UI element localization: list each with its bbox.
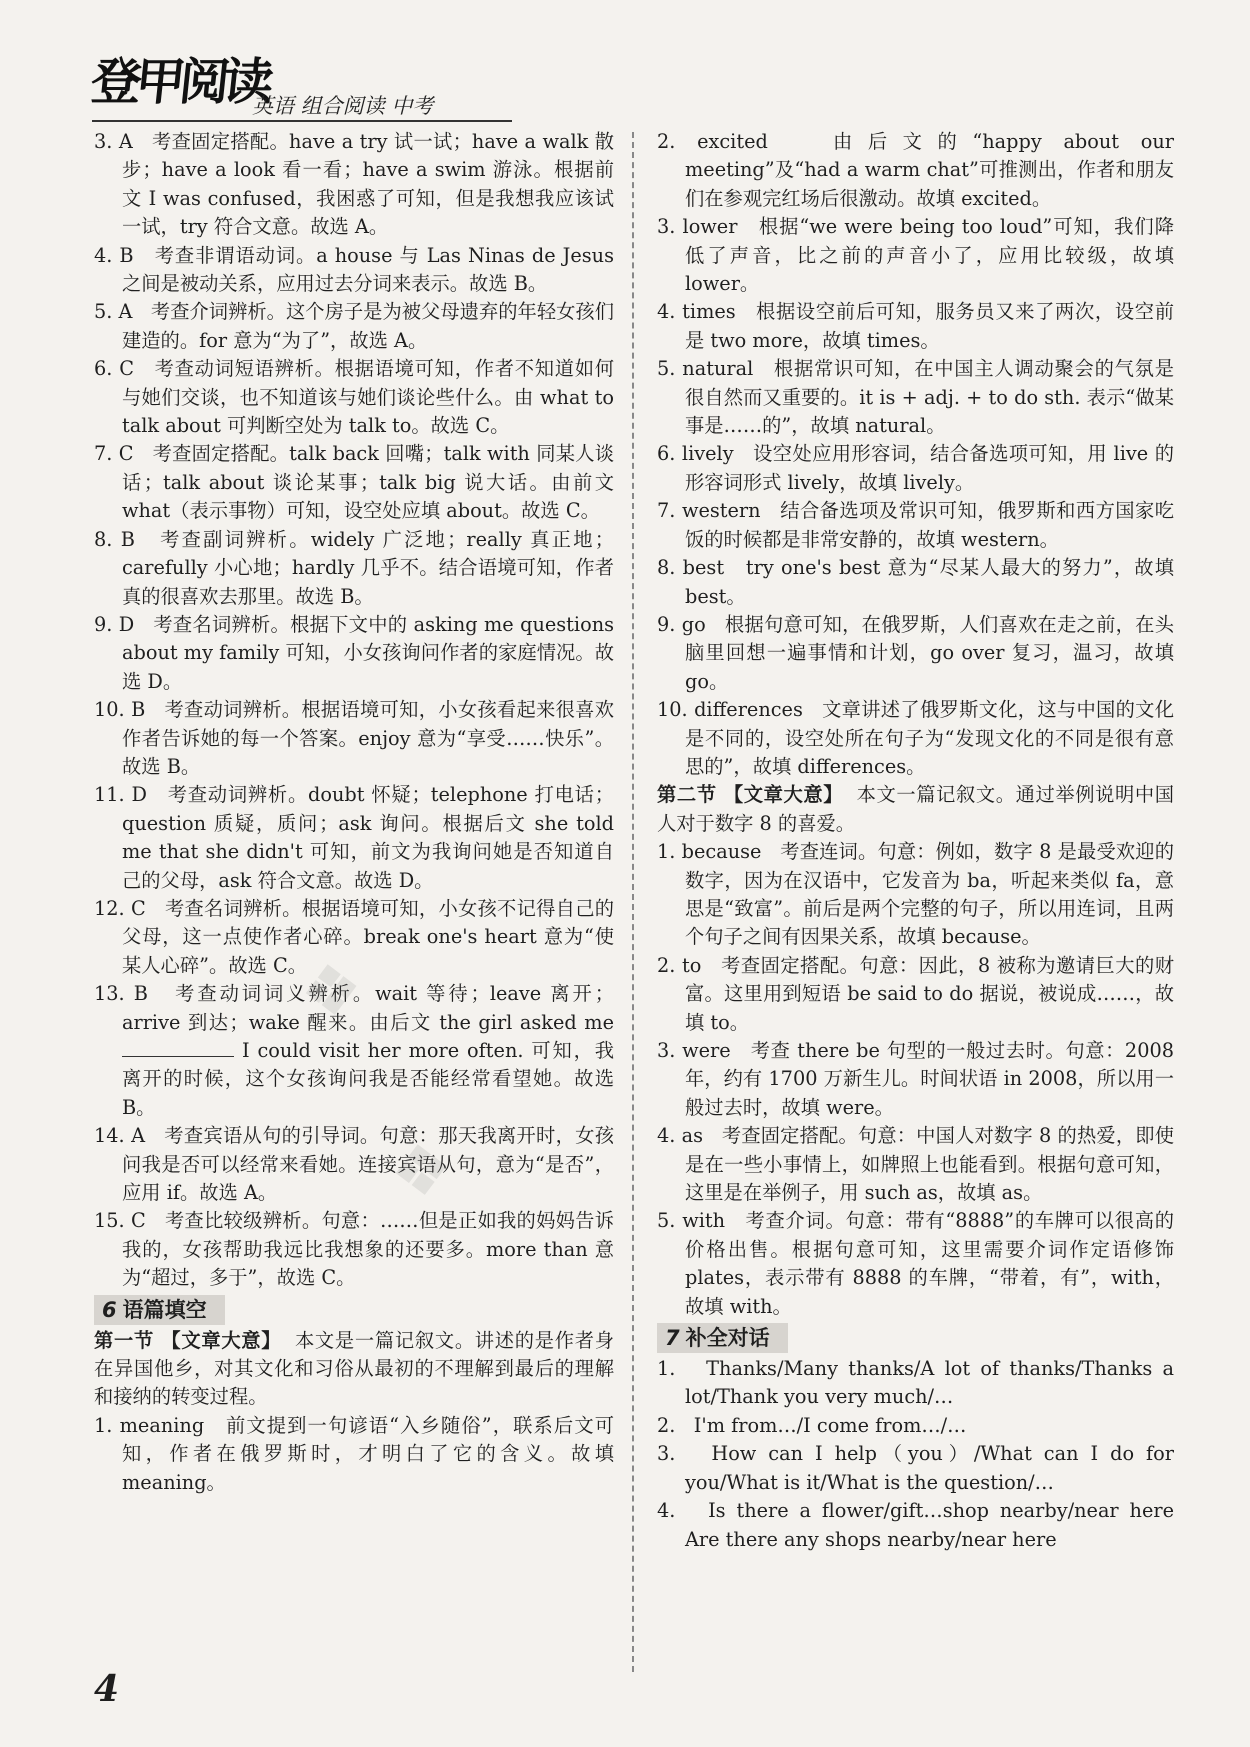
answer-explanation: 考查固定搭配。句意：中国人对数字 8 的热爱，即使是在一些小事情上，如牌照上也能看到。根据句意可知，这里是在举例子，用 such as，故填 as。 (685, 1124, 1174, 1205)
answer-item (657, 952, 1174, 1037)
answer-item (657, 440, 1174, 497)
answer-key: 5. natural (657, 357, 754, 381)
answer-explanation: 根据“we were being too loud”可知，我们降低了声音，比之前的声音小了，应用比较级，故填 lower。 (685, 215, 1174, 296)
answer-key: 6. C (94, 357, 135, 381)
answer-item (657, 838, 1174, 952)
answer-key: 11. D (94, 783, 148, 807)
answer-explanation: 考查名词辨析。根据语境可知，小女孩不记得自己的父母，这一点使作者心碎。break one's heart 意为“使某人心碎”。故选 C。 (122, 896, 615, 977)
answer-item (94, 298, 614, 355)
answer-explanation: 考查动词词义辨析。wait 等待；leave 离开；arrive 到达；wake 醒来。由后文 the girl asked me (122, 982, 615, 1034)
answer-key: 9. go (657, 612, 706, 636)
answer-explanation: 结合备选项及常识可知，俄罗斯和西方国家吃饭的时候都是非常安静的，故填 western。 (685, 499, 1174, 551)
answer-explanation: 考查比较级辨析。句意：……但是正如我的妈妈告诉我的，女孩帮助我远比我想象的还要多。more than 意为“超过，多于”，故选 C。 (122, 1209, 615, 1290)
answer-explanation: 前文提到一句谚语“入乡随俗”，联系后文可知，作者在俄罗斯时，才明白了它的含义。故填 meaning。 (122, 1413, 614, 1494)
answer-item (94, 1207, 614, 1292)
part-summary-text: 本文一篇记叙文。通过举例说明中国人对于数字 8 的喜爱。 (657, 783, 1175, 835)
section-7-heading: 7 补全对话 (657, 1323, 788, 1353)
answer-explanation: Thanks/Many thanks/A lot of thanks/Thanks a lot/Thank you very much/… (685, 1357, 1175, 1409)
header-rule (92, 120, 512, 122)
answer-key: 1. (657, 1357, 676, 1381)
answer-key: 1. because (657, 840, 762, 864)
answer-item (94, 781, 614, 895)
answer-key: 8. best (657, 556, 725, 580)
answer-key: 10. differences (657, 698, 803, 722)
answer-key: 13. B (94, 982, 148, 1006)
book-logo: 登甲阅读 (88, 52, 271, 111)
answer-key: 9. D (94, 612, 135, 636)
answer-explanation: 考查 there be 句型的一般过去时。句意：2008 年，约有 1700 万新生儿。时间状语 in 2008，所以用一般过去时，故填 were。 (685, 1039, 1175, 1119)
answer-key: 4. B (94, 243, 134, 267)
answer-item (657, 554, 1174, 611)
answer-key: 4. as (657, 1124, 704, 1148)
answer-item (657, 497, 1174, 554)
answer-item (657, 696, 1174, 781)
answer-item (657, 1355, 1174, 1412)
answer-item (94, 611, 614, 696)
answer-explanation: try one's best 意为“尽某人最大的努力”，故填 best。 (685, 556, 1175, 608)
column-divider (632, 132, 634, 1672)
answer-explanation: 考查连词。句意：例如，数字 8 是最受欢迎的数字，因为在汉语中，它发音为 ba，听起来类似 fa，意思是“致富”。前后是两个完整的句子，所以用连词，且两个句子之间有因果关系，故填 because。 (685, 840, 1175, 949)
part-label: 第二节 【文章大意】 (657, 783, 844, 807)
answer-explanation: 考查固定搭配。talk back 回嘴；talk with 同某人谈话；talk about 谈论某事；talk big 说大话。由前文 what（表示事物）可知，设空处应填 about。故选 C。 (122, 442, 615, 523)
answer-item (94, 1412, 614, 1497)
answer-item (657, 1037, 1174, 1122)
answer-explanation: 由后文的“happy about our meeting”及“had a warm chat”可推测出，作者和朋友们在参观完红场后很激动。故填 excited。 (685, 130, 1174, 210)
answer-item (657, 1412, 1174, 1440)
answer-key: 3. (657, 1442, 676, 1466)
answer-explanation: How can I help（you）/What can I do for you/What is it/What is the question/… (685, 1442, 1174, 1494)
answer-item (94, 696, 614, 781)
answer-key: 4. times (657, 300, 736, 324)
answer-key: 2. (657, 1413, 676, 1437)
answer-key: 4. (657, 1499, 676, 1523)
answer-item (657, 298, 1174, 355)
answer-explanation: 考查固定搭配。句意：因此，8 被称为邀请巨大的财富。这里用到短语 be said to do 据说，被说成……，故填 to。 (685, 953, 1174, 1034)
part1-summary (94, 1327, 614, 1412)
answer-explanation: 考查介词。句意：带有“8888”的车牌可以很高的价格出售。根据句意可知，这里需要介词作定语修饰 plates，表示带有 8888 的车牌，“带着，有”，with，故填 with。 (685, 1209, 1174, 1318)
answer-key: 2. excited (657, 130, 768, 153)
answer-key: 7. western (657, 499, 761, 523)
answer-item (657, 213, 1174, 298)
answer-key: 7. C (94, 442, 134, 466)
answer-item (94, 1122, 614, 1207)
answer-key: 14. A (94, 1124, 146, 1148)
answer-item (657, 355, 1174, 440)
answer-key: 8. B (94, 527, 135, 551)
answer-key: 5. A (94, 300, 133, 324)
watermark: ❖ (384, 1126, 459, 1216)
left-column (94, 128, 614, 1497)
answer-item (94, 440, 614, 525)
answer-key: 1. meaning (94, 1413, 205, 1437)
part2-summary (657, 781, 1174, 838)
answer-explanation: 根据设空前后可知，服务员又来了两次，设空前是 two more，故填 times。 (685, 300, 1175, 352)
page-number: 4 (94, 1668, 120, 1710)
answer-explanation: 根据常识可知，在中国主人调动聚会的气氛是很自然而又重要的。it is + adj. + to do sth. 表示“做某事是……的”，故填 natural。 (685, 357, 1175, 438)
answer-explanation: 考查介词辨析。这个房子是为被父母遗弃的年轻女孩们建造的。for 意为“为了”，故选 A。 (122, 300, 614, 352)
answer-explanation: 设空处应用形容词，结合备选项可知，用 live 的形容词形式 lively，故填 lively。 (685, 442, 1174, 494)
answer-key: 2. to (657, 953, 702, 977)
answer-key: 6. lively (657, 442, 734, 466)
answer-key: 10. B (94, 698, 146, 722)
answer-item (94, 526, 614, 611)
answer-explanation: 考查非谓语动词。a house 与 Las Ninas de Jesus 之间是被动关系，应用过去分词来表示。故选 B。 (122, 243, 614, 296)
answer-key: 15. C (94, 1209, 146, 1233)
answer-item (657, 128, 1174, 213)
answer-item (657, 611, 1174, 696)
blank-line (122, 1038, 234, 1057)
answer-explanation: 根据句意可知，在俄罗斯，人们喜欢在走之前，在头脑里回想一遍事情和计划，go over 复习，温习，故填 go。 (685, 612, 1174, 693)
answer-key: 3. A (94, 130, 133, 153)
answer-item (657, 1122, 1174, 1207)
part-label: 第一节 【文章大意】 (94, 1328, 282, 1352)
answer-explanation: 文章讲述了俄罗斯文化，这与中国的文化是不同的，设空处所在句子为“发现文化的不同是很有意思的”，故填 differences。 (685, 698, 1175, 778)
answer-explanation: I'm from…/I come from…/… (693, 1413, 967, 1437)
answer-explanation: 考查动词辨析。doubt 怀疑；telephone 打电话；question 质疑，质问；ask 询问。根据后文 she told me that she didn't 可知，前文为我询问她是否知道自己的父母，ask 符合文意。故选 D。 (122, 783, 614, 892)
answer-item (657, 1497, 1174, 1554)
answer-explanation: 考查动词辨析。根据语境可知，小女孩看起来很喜欢作者告诉她的每一个答案。enjoy 意为“享受……快乐”。故选 B。 (122, 698, 615, 778)
watermark: ❖ (294, 946, 369, 1036)
answer-explanation: 考查动词短语辨析。根据语境可知，作者不知道如何与她们交谈，也不知道该与她们谈论些什么。由 what to talk about 可判断空处为 talk to。故选 C。 (122, 357, 615, 438)
answer-item (657, 1207, 1174, 1321)
answer-key: 3. were (657, 1039, 731, 1062)
book-series-title: 英语 组合阅读 中考 (252, 94, 434, 118)
answer-explanation: I could visit her more often. 可知，我离开的时候，这个女孩询问我是否能经常看望她。故选 B。 (122, 1039, 614, 1119)
answer-key: 12. C (94, 896, 146, 920)
answer-item (657, 1440, 1174, 1497)
answer-item (94, 242, 614, 299)
answer-item (94, 355, 614, 440)
section-6-heading: 6 语篇填空 (94, 1295, 225, 1325)
answer-explanation: 考查副词辨析。widely 广泛地；really 真正地；carefully 小心地；hardly 几乎不。结合语境可知，作者真的很喜欢去那里。故选 B。 (122, 527, 614, 608)
answer-key: 3. lower (657, 215, 738, 239)
answer-key: 5. with (657, 1209, 726, 1233)
part-summary-text: 本文是一篇记叙文。讲述的是作者身在异国他乡，对其文化和习俗从最初的不理解到最后的理解和接纳的转变过程。 (94, 1328, 614, 1409)
answer-explanation: 考查名词辨析。根据下文中的 asking me questions about my family 可知，小女孩询问作者的家庭情况。故选 D。 (122, 612, 615, 693)
answer-explanation: Is there a flower/gift…shop nearby/near here Are there any shops nearby/near here (685, 1499, 1174, 1551)
answer-explanation: 考查固定搭配。have a try 试一试；have a walk 散步；have a look 看一看；have a swim 游泳。根据前文 I was confused，我困惑了可知，但是我想我应该试一试，try 符合文意。故选 A。 (122, 130, 615, 239)
answer-item (94, 128, 614, 242)
page-header (88, 42, 522, 122)
right-column (657, 128, 1174, 1554)
answer-explanation: 考查宾语从句的引导词。句意：那天我离开时，女孩问我是否可以经常来看她。连接宾语从句，意为“是否”，应用 if。故选 A。 (122, 1124, 615, 1205)
